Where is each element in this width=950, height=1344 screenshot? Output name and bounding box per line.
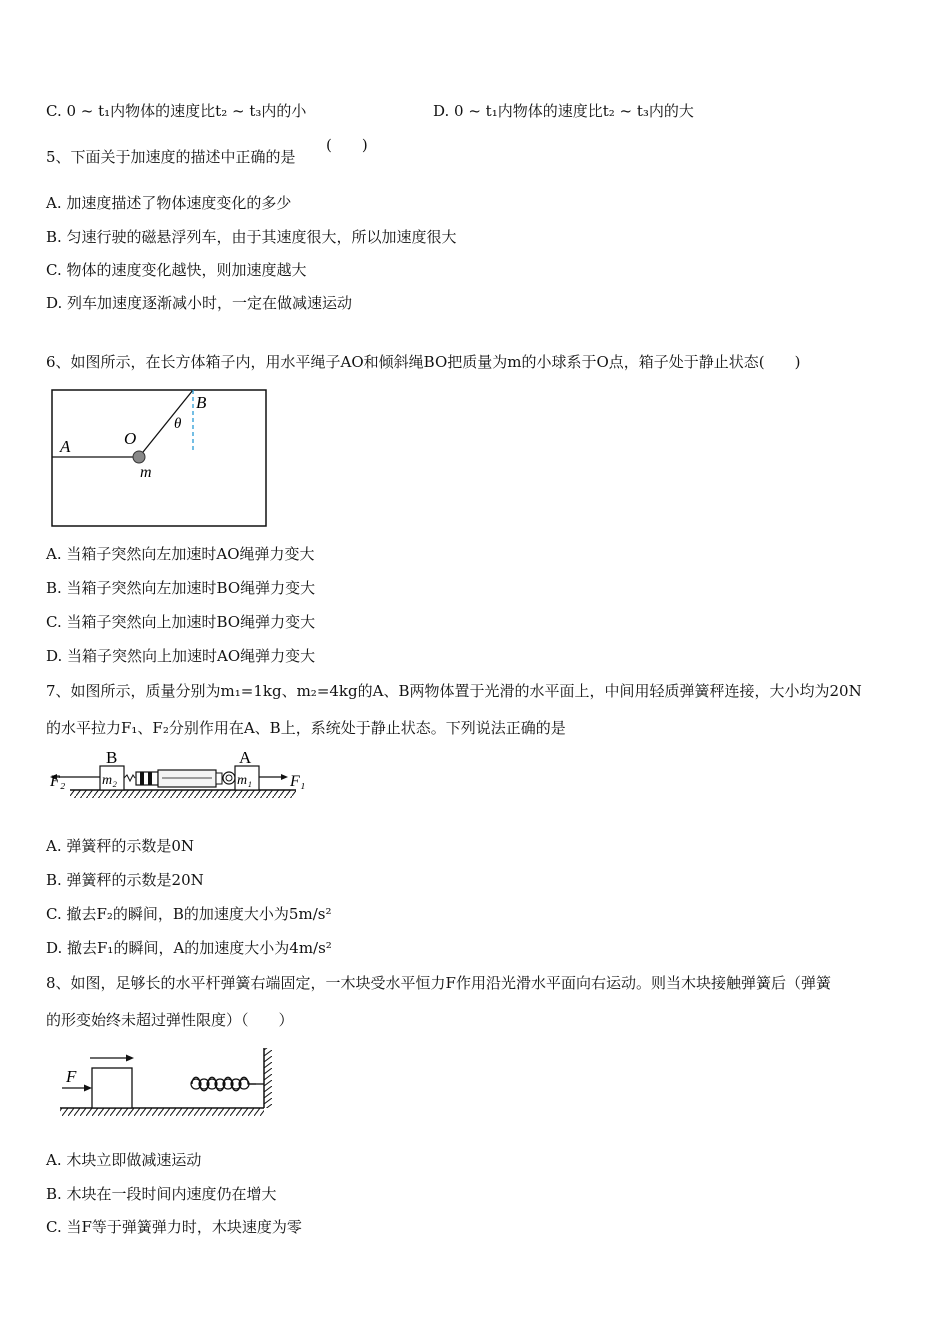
question-8-line2: 的形变始终未超过弹性限度）（ ） xyxy=(46,1011,294,1029)
option-d-prev: D. 0 ~ t₁内物体的速度比t₂ ~ t₃内的大 xyxy=(433,102,694,120)
ground-hatch xyxy=(60,1108,264,1116)
question-5-paren: ( ) xyxy=(326,136,368,154)
label-f1: F₁ xyxy=(290,773,306,790)
q6-option-b: B. 当箱子突然向左加速时BO绳弹力变大 xyxy=(46,579,316,597)
ball xyxy=(133,451,145,463)
q7-option-d: D. 撤去F₁的瞬间，A的加速度大小为4m/s² xyxy=(46,939,332,957)
q5-option-d: D. 列车加速度逐渐减小时，一定在做减速运动 xyxy=(46,294,353,312)
q7-option-c: C. 撤去F₂的瞬间，B的加速度大小为5m/s² xyxy=(46,905,332,923)
wall-hatch xyxy=(264,1048,272,1108)
figure-spring-scale xyxy=(46,748,310,800)
option-c-prev: C. 0 ~ t₁内物体的速度比t₂ ~ t₃内的小 xyxy=(46,102,307,120)
label-theta: θ xyxy=(174,416,182,432)
rope-bo xyxy=(139,390,193,457)
q5-option-c: C. 物体的速度变化越快，则加速度越大 xyxy=(46,261,307,279)
label-a: A xyxy=(239,748,252,767)
label-m: m xyxy=(140,464,152,481)
label-f: F xyxy=(66,1067,77,1086)
q7-option-b: B. 弹簧秤的示数是20N xyxy=(46,871,204,889)
q8-option-a: A. 木块立即做减速运动 xyxy=(46,1151,202,1169)
label-a: A xyxy=(60,437,71,456)
scale-body xyxy=(158,770,216,787)
label-o: O xyxy=(124,429,137,448)
label-m2: m₂ xyxy=(102,773,117,788)
block xyxy=(92,1068,132,1108)
q6-option-c: C. 当箱子突然向上加速时BO绳弹力变大 xyxy=(46,613,316,631)
label-f2: F₂ xyxy=(50,773,66,790)
question-7-line1: 7、如图所示，质量分别为m₁=1kg、m₂=4kg的A、B两物体置于光滑的水平面上，中间用轻质弹簧秤连接，大小均为20N xyxy=(46,682,862,700)
ground-hatch xyxy=(70,790,296,798)
label-m1: m₁ xyxy=(237,773,252,788)
q8-option-c: C. 当F等于弹簧弹力时，木块速度为零 xyxy=(46,1218,302,1236)
q6-option-a: A. 当箱子突然向左加速时AO绳弹力变大 xyxy=(46,545,315,563)
q5-option-b: B. 匀速行驶的磁悬浮列车，由于其速度很大，所以加速度很大 xyxy=(46,228,457,246)
question-5: 5、下面关于加速度的描述中正确的是 xyxy=(46,148,296,166)
question-7-line2: 的水平拉力F₁、F₂分别作用在A、B上，系统处于静止状态。下列说法正确的是 xyxy=(46,719,566,737)
q5-option-a: A. 加速度描述了物体速度变化的多少 xyxy=(46,194,292,212)
q8-option-b: B. 木块在一段时间内速度仍在增大 xyxy=(46,1185,277,1203)
hook-left xyxy=(124,775,135,781)
figure-box-rope xyxy=(46,384,276,534)
label-b: B xyxy=(106,748,118,767)
q7-option-a: A. 弹簧秤的示数是0N xyxy=(46,837,195,855)
figure-block-spring xyxy=(56,1044,280,1120)
scale-end-left xyxy=(136,772,158,785)
q6-option-d: D. 当箱子突然向上加速时AO绳弹力变大 xyxy=(46,647,316,665)
question-6: 6、如图所示，在长方体箱子内，用水平绳子AO和倾斜绳BO把质量为m的小球系于O点，箱子处于静止状态( ) xyxy=(46,353,801,371)
question-8-line1: 8、如图，足够长的水平杆弹簧右端固定，一木块受水平恒力F作用沿光滑水平面向右运动。则当木块接触弹簧后（弹簧 xyxy=(46,974,831,992)
box-outline xyxy=(52,390,266,526)
label-b: B xyxy=(196,393,207,412)
